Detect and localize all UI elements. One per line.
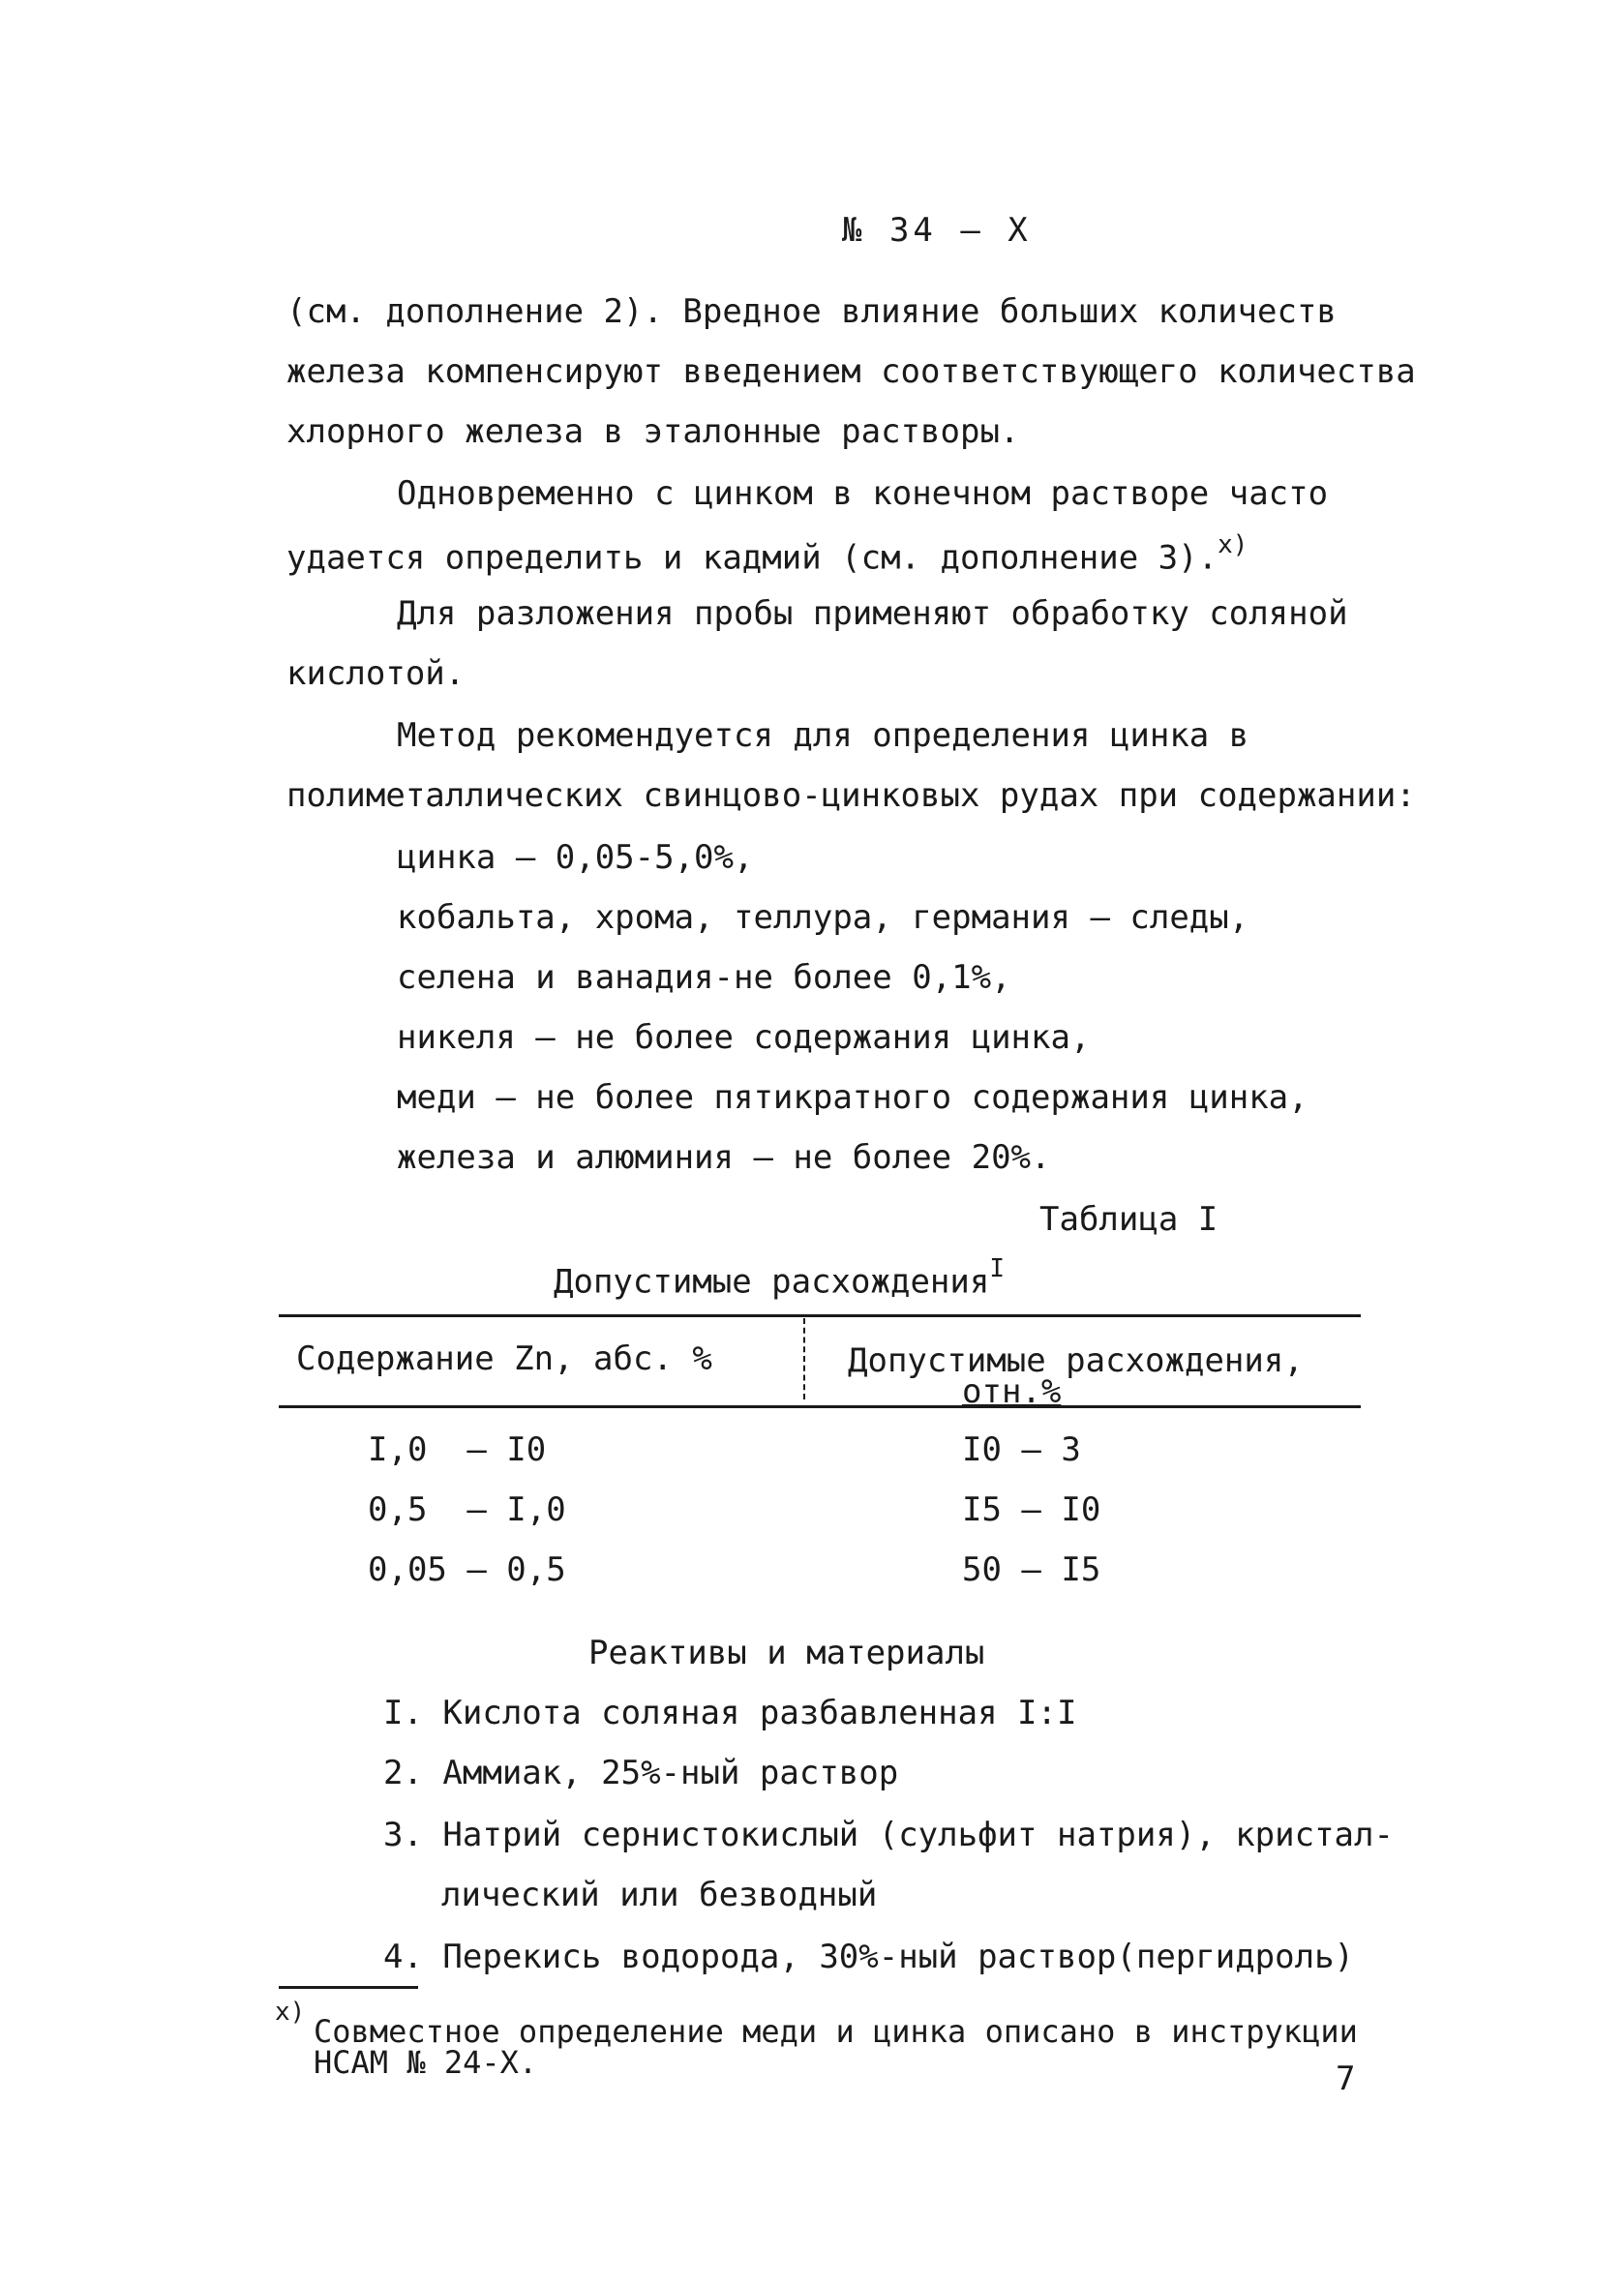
reagent-item: 4. Перекись водорода, 30%-ный раствор(пергидроль) (383, 1938, 1355, 1976)
paragraph-line: железа компенсируют введением соответствующего количества (286, 352, 1416, 391)
paragraph-line: Метод рекомендуется для определения цинка в (397, 716, 1249, 755)
condition-item: меди – не более пятикратного содержания цинка, (397, 1078, 1308, 1117)
footnote-marker: x) (1218, 530, 1248, 559)
reagent-item: 3. Натрий сернистокислый (сульфит натрия), кристал- (383, 1816, 1394, 1854)
caption-marker: I (989, 1254, 1005, 1283)
condition-item: цинка – 0,05-5,0%, (397, 838, 754, 877)
document-number: № 34 – X (842, 211, 1032, 250)
paragraph-text: удается определить и кадмий (см. дополнение 3). (286, 538, 1218, 578)
paragraph-line: Одновременно с цинком в конечном растворе часто (397, 474, 1329, 513)
table-cell-range: 0,5 – I,0 (368, 1490, 566, 1529)
table-column-divider (803, 1318, 805, 1399)
footnote-rule (279, 1986, 418, 1989)
table-header-rule (279, 1405, 1361, 1408)
table-caption (554, 1254, 1005, 1302)
paragraph-line: полиметаллических свинцово-цинковых рудах при содержании: (286, 776, 1416, 815)
reagent-item-continuation: лический или безводный (441, 1876, 878, 1914)
table-top-rule (279, 1314, 1361, 1317)
reagent-item: I. Кислота соляная разбавленная I:I (383, 1694, 1077, 1732)
paragraph-line: хлорного железа в эталонные растворы. (286, 412, 1020, 451)
table-caption-text: Допустимые расхождения (554, 1262, 990, 1302)
condition-item: селена и ванадия-не более 0,1%, (397, 958, 1011, 997)
table-col1-header: Содержание Zn, абс. % (296, 1339, 712, 1378)
table-cell-range: I,0 – I0 (368, 1430, 547, 1469)
table-cell-tolerance: I0 – 3 (962, 1430, 1081, 1469)
paragraph-line: (см. дополнение 2). Вредное влияние больших количеств (286, 292, 1337, 331)
table-cell-tolerance: I5 – I0 (962, 1490, 1101, 1529)
condition-item: железа и алюминия – не более 20%. (397, 1138, 1051, 1177)
footnote-text: Совместное определение меди и цинка описано в инструкции (314, 2013, 1358, 2050)
footnote-marker: x) (275, 1998, 306, 2027)
table-cell-tolerance: 50 – I5 (962, 1550, 1101, 1589)
footnote-text: НСАМ № 24-X. (314, 2044, 538, 2081)
reagent-item: 2. Аммиак, 25%-ный раствор (383, 1754, 899, 1792)
table-cell-range: 0,05 – 0,5 (368, 1550, 566, 1589)
table-label: Таблица I (1039, 1200, 1218, 1239)
table-col2-header: Допустимые расхождения, (848, 1341, 1304, 1380)
paragraph-line (286, 530, 1248, 578)
condition-item: никеля – не более содержания цинка, (397, 1018, 1091, 1057)
section-heading: Реактивы и материалы (588, 1634, 985, 1672)
paragraph-line: кислотой. (286, 654, 466, 693)
table-col2-header-unit: отн.% (962, 1372, 1062, 1411)
condition-item: кобальта, хрома, теллура, германия – следы, (397, 898, 1249, 937)
paragraph-line: Для разложения пробы применяют обработку соляной (397, 594, 1348, 633)
page-number: 7 (1336, 2060, 1356, 2098)
